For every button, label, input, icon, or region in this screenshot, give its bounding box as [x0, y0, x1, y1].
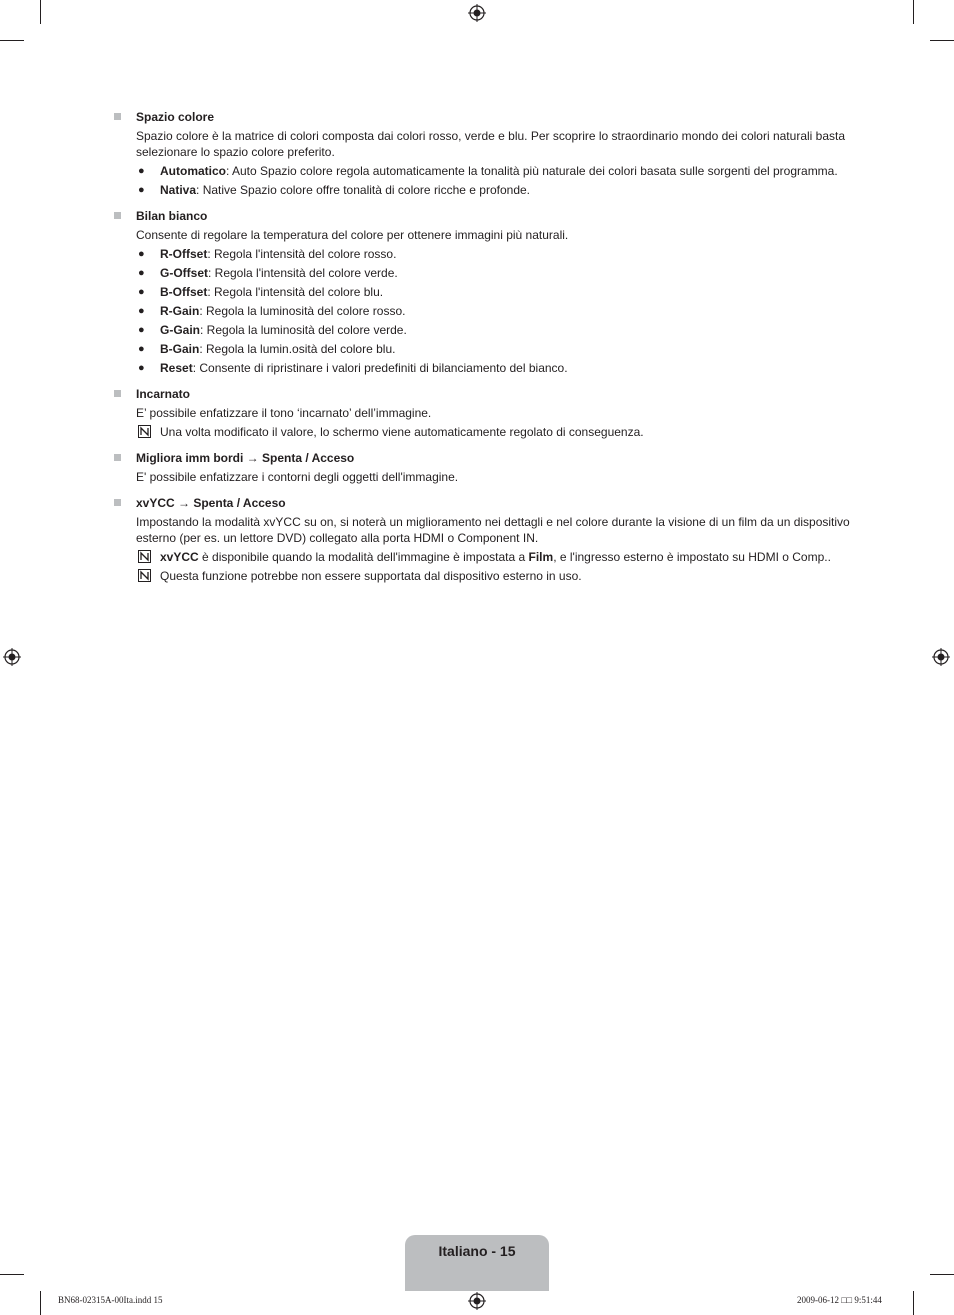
note-item — [136, 549, 852, 565]
section-paragraph: Impostando la modalità xvYCC su on, si noterà un miglioramento nei dettagli e nel colore durante la visione di un film da un dispositivo esterno (per es. un lettore DVD) collegato alla porta HDMI o Component IN. — [136, 515, 850, 545]
note-item — [136, 424, 852, 440]
section-paragraph: Consente di regolare la temperatura del colore per ottenere immagini più naturali. — [136, 228, 569, 242]
section-incarnato — [112, 386, 852, 440]
list-item — [136, 265, 852, 281]
section-title: Incarnato — [136, 387, 191, 401]
crop-mark — [40, 1291, 41, 1315]
list-item — [136, 303, 852, 319]
list-item — [136, 246, 852, 262]
section-paragraph: E' possibile enfatizzare i contorni degli oggetti dell'immagine. — [136, 470, 459, 484]
item-text: : Consente di ripristinare i valori predefiniti di bilanciamento del bianco. — [192, 361, 568, 375]
item-text: : Regola la luminosità del colore verde. — [200, 323, 407, 337]
section-title: Spazio colore — [136, 110, 215, 124]
page-number-label: Italiano - 15 — [438, 1243, 516, 1259]
section-migliora-imm-bordi — [112, 450, 852, 485]
note-icon — [138, 550, 151, 563]
list-item — [136, 284, 852, 300]
bullet-dot-icon: ● — [138, 362, 145, 374]
manual-content — [112, 109, 852, 594]
bullet-dot-icon: ● — [138, 286, 145, 298]
item-text: : Regola l'intensità del colore rosso. — [207, 247, 397, 261]
note-term: xvYCC — [160, 550, 199, 564]
list-item — [136, 182, 852, 198]
item-text: : Regola la lumin.osità del colore blu. — [199, 342, 396, 356]
crop-mark — [0, 1274, 24, 1275]
item-text: : Auto Spazio colore regola automaticamente la tonalità più naturale dei colori basata sulle sorgenti del programma. — [226, 164, 838, 178]
registration-mark-icon — [932, 648, 950, 666]
item-term: B-Offset — [160, 285, 208, 299]
square-bullet-icon — [114, 454, 121, 461]
note-text: Questa funzione potrebbe non essere supportata dal dispositivo esterno in uso. — [160, 569, 582, 583]
bullet-dot-icon: ● — [138, 165, 145, 177]
item-term: B-Gain — [160, 342, 200, 356]
item-text: : Regola la luminosità del colore rosso. — [199, 304, 406, 318]
section-paragraph: E’ possibile enfatizzare il tono ‘incarnato’ dell’immagine. — [136, 406, 432, 420]
bullet-dot-icon: ● — [138, 324, 145, 336]
crop-mark — [40, 0, 41, 24]
square-bullet-icon — [114, 390, 121, 397]
square-bullet-icon — [114, 212, 121, 219]
note-term: Film — [528, 550, 554, 564]
bullet-dot-icon: ● — [138, 305, 145, 317]
crop-mark — [0, 40, 24, 41]
bullet-dot-icon: ● — [138, 267, 145, 279]
page-number-tab — [405, 1235, 549, 1291]
slug-datetime: 2009-06-12 □□ 9:51:44 — [797, 1295, 882, 1305]
section-xvycc — [112, 495, 852, 584]
note-icon — [138, 425, 151, 438]
registration-mark-icon — [468, 1292, 486, 1310]
note-text: è disponibile quando la modalità dell'immagine è impostata a — [198, 550, 529, 564]
crop-mark — [913, 0, 914, 24]
item-term: R-Offset — [160, 247, 208, 261]
registration-mark-icon — [3, 648, 21, 666]
list-item — [136, 163, 852, 179]
section-bilan-bianco — [112, 208, 852, 376]
note-text: Una volta modificato il valore, lo schermo viene automaticamente regolato di conseguenza. — [160, 425, 644, 439]
item-term: Reset — [160, 361, 193, 375]
list-item — [136, 322, 852, 338]
crop-mark — [930, 1274, 954, 1275]
square-bullet-icon — [114, 113, 121, 120]
item-text: : Regola l'intensità del colore verde. — [208, 266, 398, 280]
bullet-dot-icon: ● — [138, 343, 145, 355]
square-bullet-icon — [114, 499, 121, 506]
item-term: G-Offset — [160, 266, 208, 280]
section-spazio-colore — [112, 109, 852, 198]
section-title: Migliora imm bordi → Spenta / Acceso — [136, 451, 355, 465]
list-item — [136, 341, 852, 357]
slug-filename: BN68-02315A-00Ita.indd 15 — [58, 1295, 163, 1305]
item-term: G-Gain — [160, 323, 201, 337]
item-text: : Native Spazio colore offre tonalità di colore ricche e profonde. — [196, 183, 530, 197]
item-text: : Regola l'intensità del colore blu. — [207, 285, 384, 299]
section-title: Bilan bianco — [136, 209, 208, 223]
note-icon — [138, 569, 151, 582]
bullet-dot-icon: ● — [138, 184, 145, 196]
item-term: Nativa — [160, 183, 197, 197]
note-text: , e l'ingresso esterno è impostato su HDMI o Comp.. — [553, 550, 831, 564]
crop-mark — [913, 1291, 914, 1315]
bullet-dot-icon: ● — [138, 248, 145, 260]
list-item — [136, 360, 852, 376]
registration-mark-icon — [468, 4, 486, 22]
item-term: Automatico — [160, 164, 226, 178]
section-paragraph: Spazio colore è la matrice di colori composta dai colori rosso, verde e blu. Per scoprire lo straordinario mondo dei colori naturali basta selezionare lo spazio colore preferito. — [136, 129, 846, 159]
crop-mark — [930, 40, 954, 41]
note-item — [136, 568, 852, 584]
item-term: R-Gain — [160, 304, 200, 318]
section-title: xvYCC → Spenta / Acceso — [136, 496, 286, 510]
